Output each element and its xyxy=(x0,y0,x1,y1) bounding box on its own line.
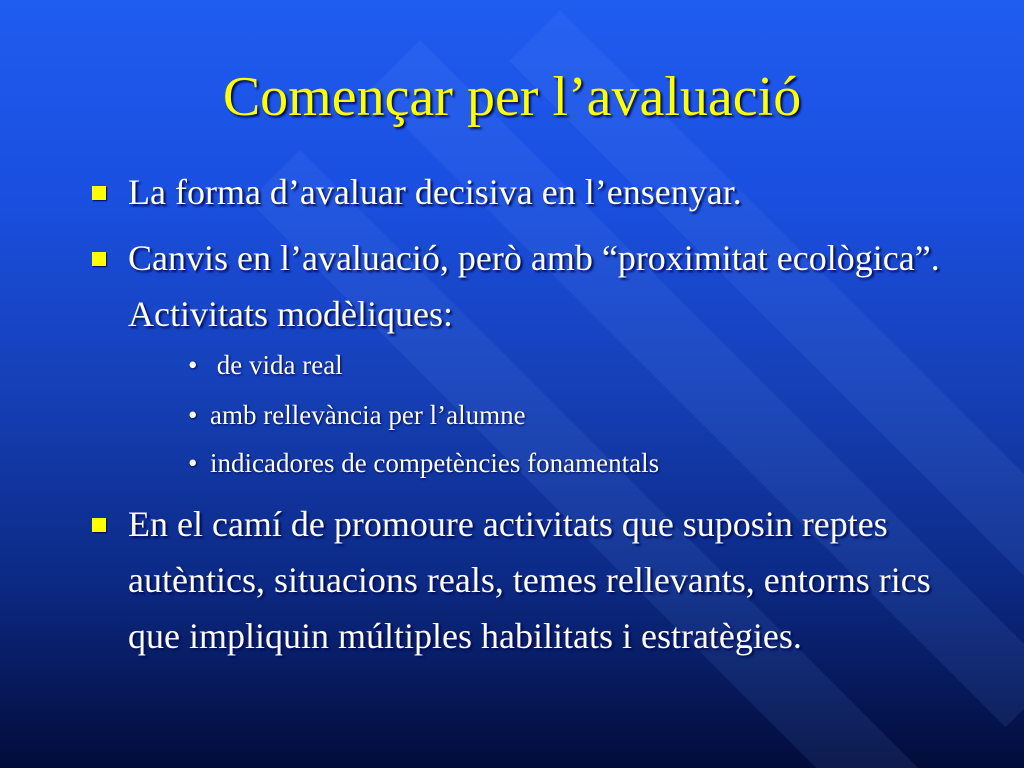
subbullet-item xyxy=(188,398,526,432)
bullet-item xyxy=(92,496,962,664)
square-bullet-icon xyxy=(92,252,106,266)
subbullet-item xyxy=(188,348,343,382)
subbullet-text: de vida real xyxy=(210,350,343,380)
bullet-item xyxy=(92,164,962,220)
dot-bullet-icon: • xyxy=(188,350,198,380)
bullet-item xyxy=(92,230,962,342)
square-bullet-icon xyxy=(92,518,106,532)
bullet-text: En el camí de promoure activitats que suposin reptes autèntics, situacions reals, temes rellevants, entorns rics que impliquin múltiples habilitats i estratègies. xyxy=(128,504,931,656)
subbullet-text: amb rellevància per l’alumne xyxy=(210,400,526,430)
slide-title: Començar per l’avaluació xyxy=(222,66,802,128)
square-bullet-icon xyxy=(92,186,106,200)
dot-bullet-icon: • xyxy=(188,400,198,430)
dot-bullet-icon: • xyxy=(188,448,198,478)
subbullet-item xyxy=(188,446,659,480)
bullet-text: La forma d’avaluar decisiva en l’ensenyar. xyxy=(128,172,742,212)
bullet-text: Canvis en l’avaluació, però amb “proximitat ecològica”. Activitats modèliques: xyxy=(128,238,940,334)
subbullet-text: indicadores de competències fonamentals xyxy=(210,448,660,478)
